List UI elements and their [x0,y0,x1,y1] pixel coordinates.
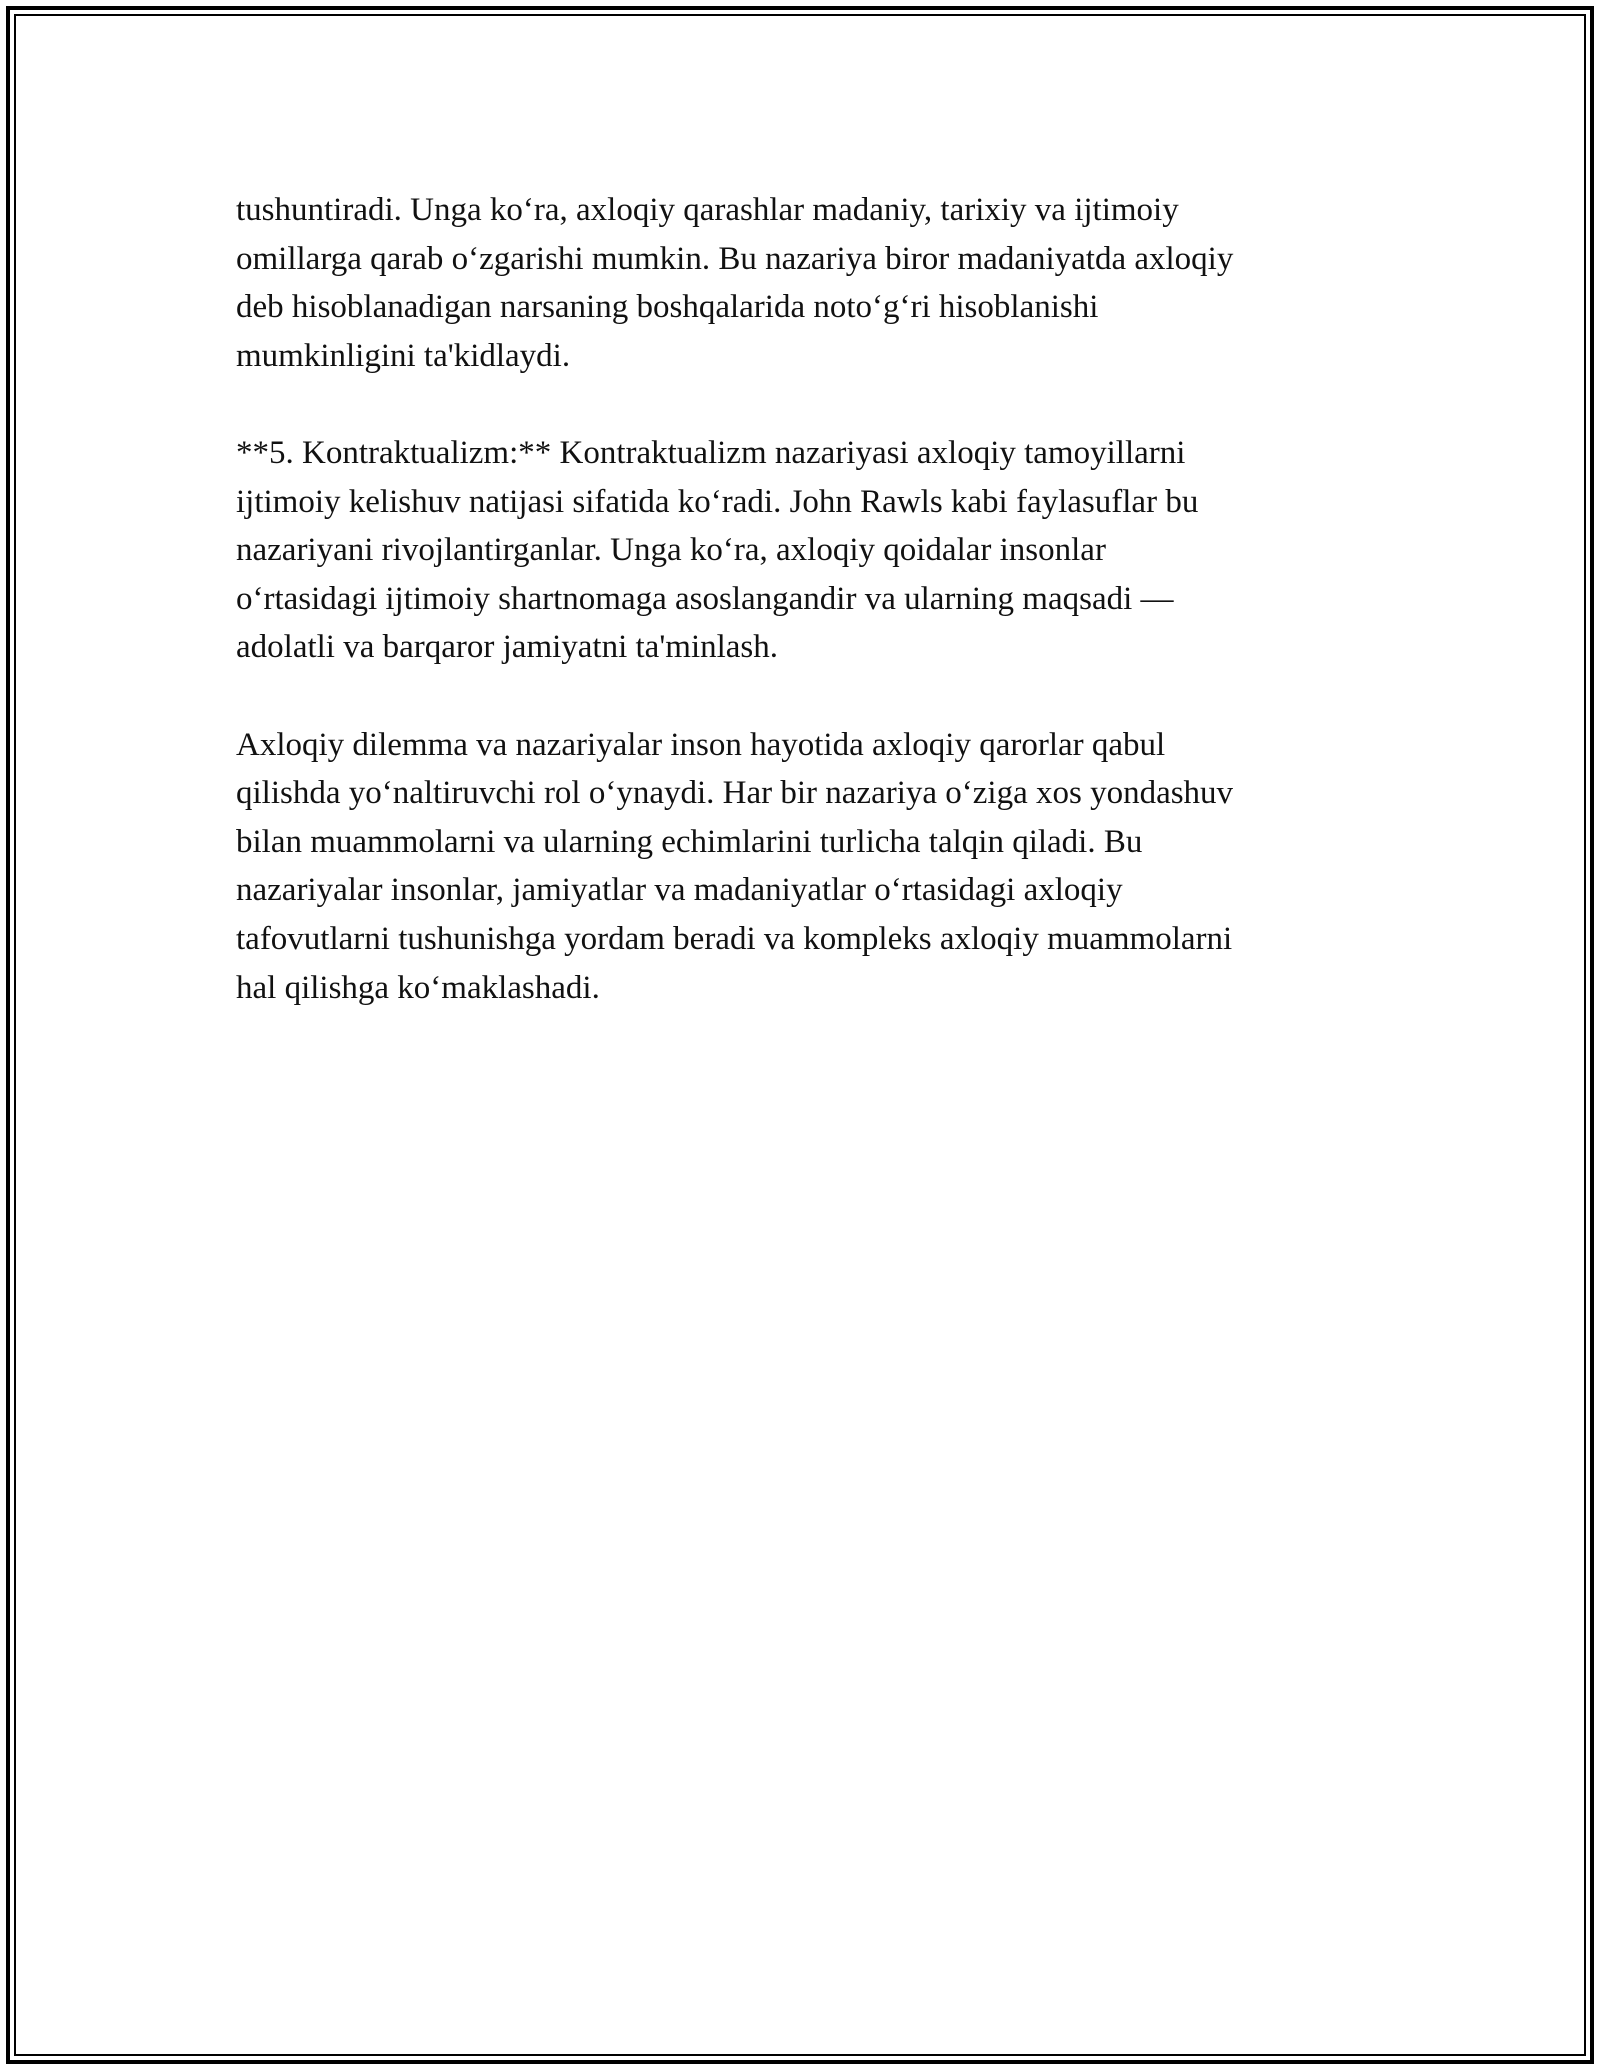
paragraph-conclusion: Axloqiy dilemma va nazariyalar inson hayotida axloqiy qarorlar qabul qilishda yo‘naltiruvchi rol o‘ynaydi. Har bir nazariya o‘ziga xos yondashuv bilan muammolarni va ularning echimlarini turlicha talqin qiladi. Bu nazariyalar insonlar, jamiyatlar va madaniyatlar o‘rtasidagi axloqiy tafovutlarni tushunishga yordam beradi va kompleks axloqiy muammolarni hal qilishga ko‘maklashadi. [236,726,1234,1006]
document-body [236,186,1396,1061]
paragraph-contractualism: **5. Kontraktualizm:** Kontraktualizm nazariyasi axloqiy tamoyillarni ijtimoiy kelishuv natijasi sifatida ko‘radi. John Rawls kabi faylasuflar bu nazariyani rivojlantirganlar. Unga ko‘ra, axloqiy qoidalar insonlar o‘rtasidagi ijtimoiy shartnomaga asoslangandir va ularning maqsadi — adolatli va barqaror jamiyatni ta'minlash. [236,434,1199,666]
paragraph-cultural-relativism-continuation: tushuntiradi. Unga ko‘ra, axloqiy qarashlar madaniy, tarixiy va ijtimoiy omillarga qarab o‘zgarishi mumkin. Bu nazariya biror madaniyatda axloqiy deb hisoblanadigan narsaning boshqalarida noto‘g‘ri hisoblanishi mumkinligini ta'kidlaydi. [236,192,1234,374]
